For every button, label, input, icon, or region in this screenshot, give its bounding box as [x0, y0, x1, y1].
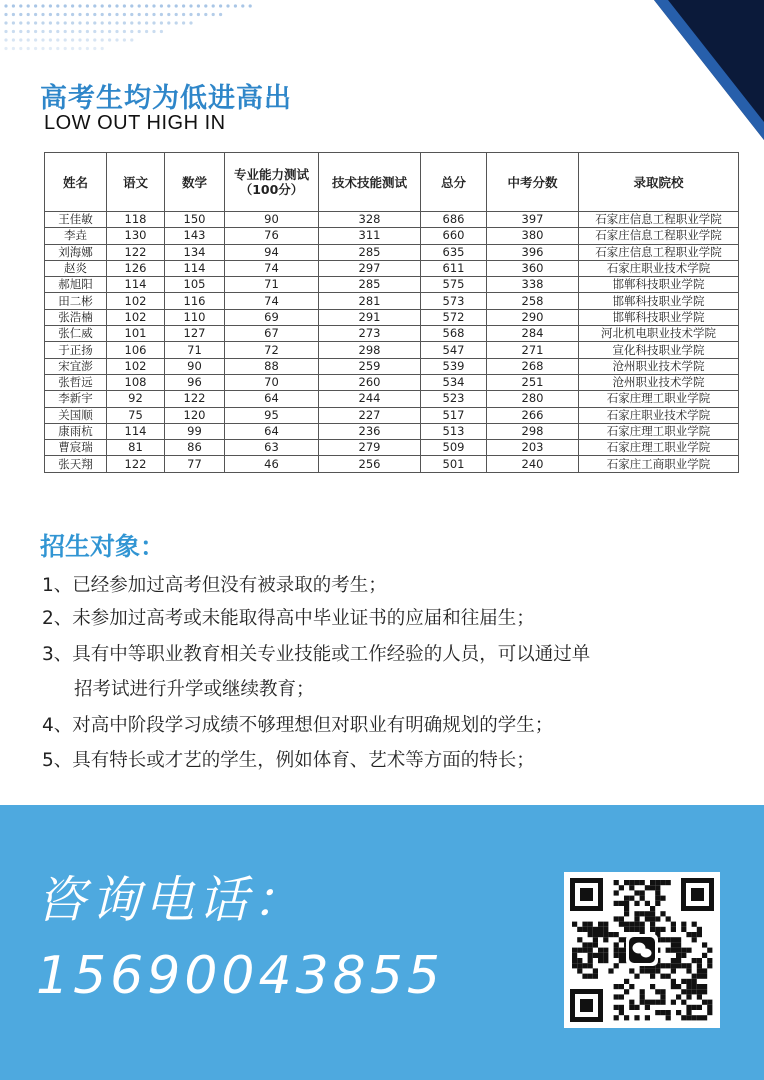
table-cell: 张天翔 [45, 456, 107, 472]
table-cell: 635 [421, 244, 487, 260]
table-cell: 81 [107, 440, 165, 456]
table-cell: 127 [165, 326, 225, 342]
table-cell: 李新宇 [45, 391, 107, 407]
table-cell: 547 [421, 342, 487, 358]
table-cell: 509 [421, 440, 487, 456]
column-header: 技术技能测试 [319, 153, 421, 212]
table-cell: 田二彬 [45, 293, 107, 309]
table-cell: 64 [225, 423, 319, 439]
table-row [45, 228, 739, 244]
table-cell: 郝旭阳 [45, 277, 107, 293]
table-cell: 64 [225, 391, 319, 407]
qr-code-icon [564, 872, 720, 1028]
scores-table [44, 152, 739, 473]
table-cell: 69 [225, 309, 319, 325]
table-cell: 102 [107, 358, 165, 374]
table-cell: 273 [319, 326, 421, 342]
table-cell: 石家庄职业技术学院 [579, 407, 739, 423]
table-cell: 298 [487, 423, 579, 439]
table-cell: 256 [319, 456, 421, 472]
table-cell: 46 [225, 456, 319, 472]
table-cell: 311 [319, 228, 421, 244]
table-cell: 74 [225, 260, 319, 276]
table-cell: 72 [225, 342, 319, 358]
table-cell: 宋宜澎 [45, 358, 107, 374]
table-cell: 110 [165, 309, 225, 325]
table-cell: 沧州职业技术学院 [579, 358, 739, 374]
table-cell: 259 [319, 358, 421, 374]
table-row [45, 423, 739, 439]
table-cell: 227 [319, 407, 421, 423]
wechat-qr-code[interactable] [564, 872, 720, 1028]
table-cell: 660 [421, 228, 487, 244]
table-cell: 297 [319, 260, 421, 276]
table-cell: 122 [165, 391, 225, 407]
table-header-row [45, 153, 739, 212]
table-cell: 于正扬 [45, 342, 107, 358]
table-cell: 101 [107, 326, 165, 342]
table-cell: 266 [487, 407, 579, 423]
admission-item: 3、具有中等职业教育相关专业技能或工作经验的人员，可以通过单 [42, 644, 591, 665]
table-cell: 102 [107, 309, 165, 325]
table-row [45, 440, 739, 456]
table-cell: 106 [107, 342, 165, 358]
table-cell: 70 [225, 374, 319, 390]
table-cell: 76 [225, 228, 319, 244]
table-cell: 280 [487, 391, 579, 407]
table-cell: 290 [487, 309, 579, 325]
table-cell: 河北机电职业技术学院 [579, 326, 739, 342]
table-cell: 石家庄工商职业学院 [579, 456, 739, 472]
table-cell: 张仁威 [45, 326, 107, 342]
table-cell: 71 [225, 277, 319, 293]
table-cell: 刘海娜 [45, 244, 107, 260]
table-cell: 96 [165, 374, 225, 390]
table-cell: 74 [225, 293, 319, 309]
table-cell: 360 [487, 260, 579, 276]
column-header: 姓名 [45, 153, 107, 212]
table-cell: 281 [319, 293, 421, 309]
table-cell: 99 [165, 423, 225, 439]
table-cell: 石家庄理工职业学院 [579, 423, 739, 439]
table-row [45, 456, 739, 472]
table-cell: 120 [165, 407, 225, 423]
table-cell: 396 [487, 244, 579, 260]
table-cell: 122 [107, 244, 165, 260]
table-cell: 67 [225, 326, 319, 342]
table-row [45, 391, 739, 407]
table-cell: 114 [107, 277, 165, 293]
table-cell: 105 [165, 277, 225, 293]
table-cell: 568 [421, 326, 487, 342]
table-row [45, 309, 739, 325]
admission-item: 5、具有特长或才艺的学生，例如体育、艺术等方面的特长； [42, 750, 535, 771]
table-cell: 611 [421, 260, 487, 276]
table-cell: 邯郸科技职业学院 [579, 309, 739, 325]
table-cell: 397 [487, 212, 579, 228]
admission-item: 2、未参加过高考或未能取得高中毕业证书的应届和往届生； [42, 608, 535, 629]
table-cell: 118 [107, 212, 165, 228]
table-cell: 关国顺 [45, 407, 107, 423]
table-cell: 150 [165, 212, 225, 228]
table-cell: 534 [421, 374, 487, 390]
table-cell: 102 [107, 293, 165, 309]
table-row [45, 277, 739, 293]
table-cell: 92 [107, 391, 165, 407]
table-cell: 石家庄理工职业学院 [579, 391, 739, 407]
table-cell: 石家庄理工职业学院 [579, 440, 739, 456]
table-cell: 石家庄信息工程职业学院 [579, 212, 739, 228]
table-row [45, 374, 739, 390]
table-cell: 张浩楠 [45, 309, 107, 325]
table-cell: 114 [107, 423, 165, 439]
table-row [45, 342, 739, 358]
table-row [45, 260, 739, 276]
contact-label: 咨询电话： [36, 871, 306, 929]
table-cell: 宣化科技职业学院 [579, 342, 739, 358]
table-cell: 203 [487, 440, 579, 456]
table-cell: 284 [487, 326, 579, 342]
column-header: 中考分数 [487, 153, 579, 212]
table-cell: 686 [421, 212, 487, 228]
admission-item-continued: 招考试进行升学或继续教育； [74, 679, 315, 700]
admission-title: 招生对象： [40, 532, 166, 561]
table-cell: 108 [107, 374, 165, 390]
table-cell: 328 [319, 212, 421, 228]
page-title: 高考生均为低进高出 [40, 83, 292, 114]
corner-decoration [654, 0, 764, 140]
table-row [45, 212, 739, 228]
table-cell: 张哲远 [45, 374, 107, 390]
table-cell: 130 [107, 228, 165, 244]
table-row [45, 358, 739, 374]
table-cell: 240 [487, 456, 579, 472]
table-cell: 268 [487, 358, 579, 374]
table-cell: 李垚 [45, 228, 107, 244]
table-cell: 291 [319, 309, 421, 325]
table-cell: 380 [487, 228, 579, 244]
table-cell: 114 [165, 260, 225, 276]
table-cell: 236 [319, 423, 421, 439]
table-cell: 63 [225, 440, 319, 456]
table-cell: 95 [225, 407, 319, 423]
table-cell: 134 [165, 244, 225, 260]
table-cell: 517 [421, 407, 487, 423]
table-row [45, 326, 739, 342]
column-header: 录取院校 [579, 153, 739, 212]
table-cell: 邯郸科技职业学院 [579, 277, 739, 293]
table-cell: 王佳敏 [45, 212, 107, 228]
table-cell: 143 [165, 228, 225, 244]
table-cell: 513 [421, 423, 487, 439]
table-cell: 94 [225, 244, 319, 260]
table-cell: 邯郸科技职业学院 [579, 293, 739, 309]
column-header: 总分 [421, 153, 487, 212]
decorative-dot-pattern [0, 0, 260, 60]
table-cell: 523 [421, 391, 487, 407]
table-cell: 曹宸瑞 [45, 440, 107, 456]
table-cell: 572 [421, 309, 487, 325]
table-row [45, 244, 739, 260]
table-cell: 338 [487, 277, 579, 293]
table-cell: 260 [319, 374, 421, 390]
table-cell: 石家庄信息工程职业学院 [579, 244, 739, 260]
table-cell: 122 [107, 456, 165, 472]
table-cell: 285 [319, 244, 421, 260]
table-cell: 539 [421, 358, 487, 374]
table-cell: 244 [319, 391, 421, 407]
table-cell: 71 [165, 342, 225, 358]
column-header: 语文 [107, 153, 165, 212]
table-cell: 石家庄职业技术学院 [579, 260, 739, 276]
table-cell: 77 [165, 456, 225, 472]
table-cell: 126 [107, 260, 165, 276]
table-cell: 86 [165, 440, 225, 456]
table-row [45, 293, 739, 309]
table-cell: 90 [225, 212, 319, 228]
column-header: 专业能力测试（100分） [225, 153, 319, 212]
table-cell: 116 [165, 293, 225, 309]
table-cell: 573 [421, 293, 487, 309]
table-cell: 康雨杭 [45, 423, 107, 439]
table-cell: 279 [319, 440, 421, 456]
table-cell: 501 [421, 456, 487, 472]
table-cell: 沧州职业技术学院 [579, 374, 739, 390]
table-cell: 271 [487, 342, 579, 358]
table-cell: 88 [225, 358, 319, 374]
table-cell: 90 [165, 358, 225, 374]
table-cell: 258 [487, 293, 579, 309]
page-subtitle: LOW OUT HIGH IN [44, 112, 226, 134]
table-cell: 285 [319, 277, 421, 293]
table-cell: 石家庄信息工程职业学院 [579, 228, 739, 244]
column-header: 数学 [165, 153, 225, 212]
phone-number[interactable]: 15690043855 [36, 946, 444, 1006]
table-row [45, 407, 739, 423]
admission-item: 4、对高中阶段学习成绩不够理想但对职业有明确规划的学生； [42, 715, 554, 736]
table-cell: 251 [487, 374, 579, 390]
table-cell: 赵炎 [45, 260, 107, 276]
admission-item: 1、已经参加过高考但没有被录取的考生； [42, 575, 387, 596]
table-cell: 298 [319, 342, 421, 358]
table-cell: 75 [107, 407, 165, 423]
table-cell: 575 [421, 277, 487, 293]
